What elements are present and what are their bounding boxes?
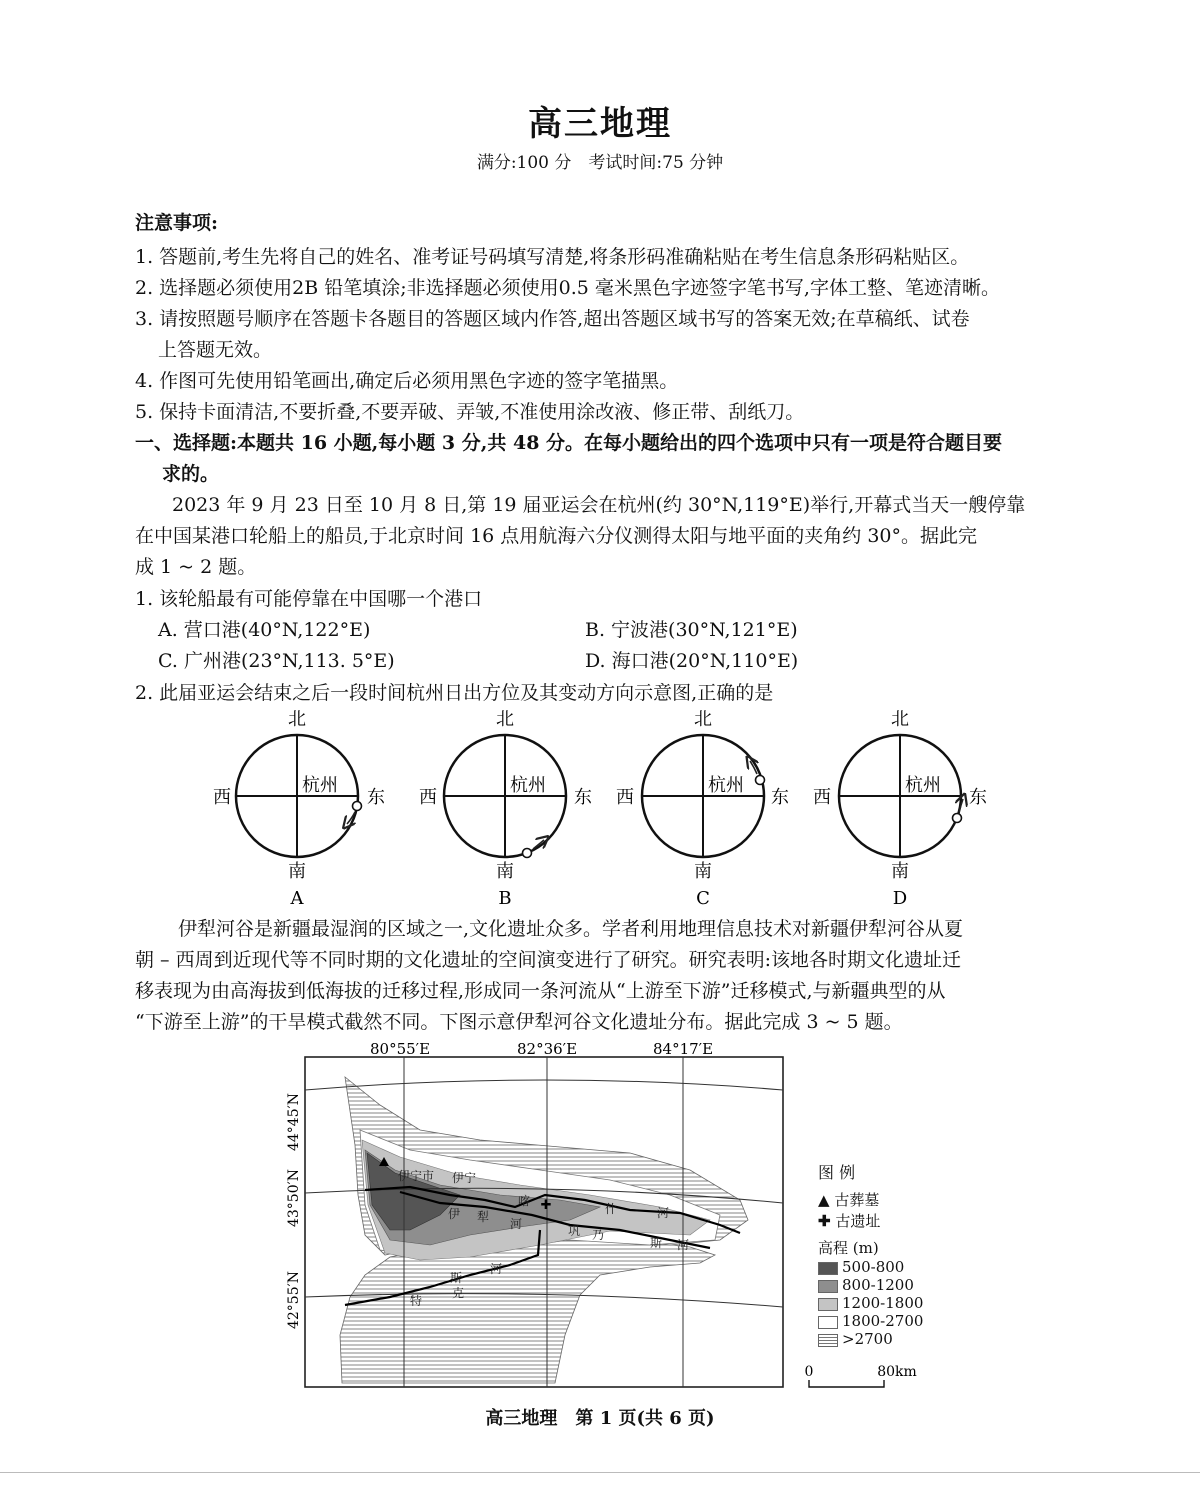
diagram-d[interactable]: [813, 709, 987, 909]
elev-label: >2700: [842, 1330, 893, 1348]
south-label: 南: [288, 861, 306, 882]
site-icon: ✚: [818, 1212, 831, 1230]
notice-item: 1. 答题前,考生先将自己的姓名、准考证号码填写清楚,将条形码准确粘贴在考生信息条形码粘贴区。: [135, 246, 970, 268]
passage2-line: 伊犁河谷是新疆最湿润的区域之一,文化遗址众多。学者利用地理信息技术对新疆伊犁河谷从夏: [178, 918, 964, 940]
legend-elev-title: 高程 (m): [818, 1239, 879, 1257]
west-label: 西: [213, 787, 231, 808]
passage1-line: 在中国某港口轮船上的船员,于北京时间 16 点用航海六分仪测得太阳与地平面的夹角约 30°。据此完: [135, 525, 978, 547]
question-1-stem: 1. 该轮船最有可能停靠在中国哪一个港口: [135, 588, 483, 610]
passage2-line: “下游至上游”的干旱模式截然不同。下图示意伊犁河谷文化遗址分布。据此完成 3 ~ 5 题。: [135, 1011, 903, 1033]
elev-swatch: [818, 1262, 838, 1275]
passage2-line: 移表现为由高海拔到低海拔的迁移过程,形成同一条河流从“上游至下游”迁移模式,与新疆典型的从: [135, 980, 946, 1002]
place-label: 克: [452, 1286, 465, 1300]
hangzhou-label: 杭州: [905, 775, 941, 796]
question-1-option-b[interactable]: B. 宁波港(30°N,121°E): [585, 619, 798, 641]
elev-swatch: [818, 1334, 838, 1347]
place-label: 斯: [450, 1271, 463, 1285]
option-letter: B: [498, 888, 512, 909]
longitude-label: 80°55′E: [369, 1040, 431, 1058]
notice-item: 5. 保持卡面清洁,不要折叠,不要弄破、弄皱,不准使用涂改液、修正带、刮纸刀。: [135, 401, 805, 423]
tomb-icon: ▲: [818, 1191, 830, 1209]
ili-valley-map: [270, 1035, 810, 1395]
legend-site-label: 古遗址: [835, 1212, 881, 1230]
longitude-label: 84°17′E: [652, 1040, 714, 1058]
north-label: 北: [496, 709, 514, 730]
terrain-south-high: [340, 1235, 715, 1383]
north-label: 北: [288, 709, 306, 730]
sunrise-point: [353, 802, 362, 811]
east-label: 东: [969, 787, 987, 808]
notice-item-continuation: 上答题无效。: [158, 339, 273, 361]
place-label: 河: [657, 1206, 670, 1220]
south-label: 南: [891, 861, 909, 882]
scale-zero: 0: [804, 1364, 814, 1380]
page-bottom-rule: [0, 1472, 1200, 1473]
notice-item: 3. 请按照题号顺序在答题卡各题目的答题区域内作答,超出答题区域书写的答案无效;在草稿纸、试卷: [135, 308, 970, 330]
diagram-c[interactable]: [616, 709, 789, 909]
legend-elev-item: [818, 1294, 923, 1312]
place-label: 特: [410, 1294, 423, 1308]
section-heading-continuation: 求的。: [162, 463, 220, 485]
sunrise-point: [953, 814, 962, 823]
place-label: 犁: [477, 1210, 490, 1224]
notice-item: 4. 作图可先使用铅笔画出,确定后必须用黑色字迹的签字笔描黑。: [135, 370, 679, 392]
east-label: 东: [574, 787, 592, 808]
place-label: 什: [605, 1202, 618, 1216]
hangzhou-label: 杭州: [708, 775, 744, 796]
sunrise-point: [523, 849, 532, 858]
elev-swatch: [818, 1316, 838, 1329]
legend-elev-item: [818, 1330, 923, 1348]
option-letter: C: [696, 888, 710, 909]
place-label: 伊宁: [452, 1171, 477, 1185]
hangzhou-label: 杭州: [510, 775, 546, 796]
passage2-line: 朝 – 西周到近现代等不同时期的文化遗址的空间演变进行了研究。研究表明:该地各时期文化遗址迁: [135, 949, 961, 971]
elev-swatch: [818, 1280, 838, 1293]
page-footer: 高三地理 第 1 页(共 6 页): [485, 1408, 715, 1429]
page-title: 高三地理: [528, 104, 672, 144]
option-letter: A: [290, 888, 304, 909]
option-letter: D: [892, 888, 908, 909]
south-label: 南: [496, 861, 514, 882]
south-label: 南: [694, 861, 712, 882]
legend-tomb: [818, 1189, 923, 1210]
map-legend: [818, 1160, 923, 1348]
sunrise-diagrams: [200, 705, 1000, 910]
section-heading: 一、选择题:本题共 16 小题,每小题 3 分,共 48 分。在每小题给出的四个选项中只有一项是符合题目要: [135, 432, 1003, 454]
scale-km: 80km: [877, 1364, 917, 1380]
place-label: 伊宁市: [398, 1169, 435, 1183]
hangzhou-label: 杭州: [302, 775, 338, 796]
place-label: 河: [510, 1217, 523, 1231]
notice-heading: 注意事项:: [135, 212, 219, 234]
passage1-line: 2023 年 9 月 23 日至 10 月 8 日,第 19 届亚运会在杭州(约 30°N,119°E)举行,开幕式当天一艘停靠: [172, 494, 1026, 516]
place-label: 伊: [448, 1207, 461, 1221]
scale-bar: [800, 1360, 930, 1392]
diagram-a[interactable]: [213, 709, 385, 909]
latitude-label: 42°55′N: [286, 1270, 302, 1330]
question-1-option-d[interactable]: D. 海口港(20°N,110°E): [585, 650, 799, 672]
latitude-label: 43°50′N: [286, 1168, 302, 1228]
west-label: 西: [419, 787, 437, 808]
question-1-option-c[interactable]: C. 广州港(23°N,113. 5°E): [158, 650, 395, 672]
elev-label: 1800-2700: [842, 1312, 924, 1330]
place-label: 巩: [568, 1224, 581, 1238]
east-label: 东: [367, 787, 385, 808]
place-label: 乃: [592, 1228, 605, 1242]
legend-tomb-label: 古葬墓: [834, 1191, 880, 1209]
west-label: 西: [813, 787, 831, 808]
longitude-label: 82°36′E: [516, 1040, 578, 1058]
north-label: 北: [694, 709, 712, 730]
exam-info: 满分:100 分 考试时间:75 分钟: [476, 153, 724, 173]
east-label: 东: [771, 787, 789, 808]
ancient-site-marker: ✚: [540, 1198, 552, 1213]
question-1-option-a[interactable]: A. 营口港(40°N,122°E): [158, 619, 371, 641]
question-2-stem: 2. 此届亚运会结束之后一段时间杭州日出方位及其变动方向示意图,正确的是: [135, 682, 774, 704]
elev-label: 1200-1800: [842, 1294, 924, 1312]
elev-label: 800-1200: [842, 1276, 914, 1294]
diagram-b[interactable]: [419, 709, 592, 909]
place-label: 河: [490, 1262, 503, 1276]
place-label: 喀: [518, 1194, 531, 1208]
north-label: 北: [891, 709, 909, 730]
west-label: 西: [616, 787, 634, 808]
passage1-line: 成 1 ~ 2 题。: [135, 556, 257, 578]
place-label: 河: [677, 1238, 690, 1252]
place-label: 斯: [650, 1236, 663, 1250]
legend-title: 图 例: [818, 1163, 856, 1182]
latitude-label: 44°45′N: [286, 1092, 302, 1152]
legend-elev-item: [818, 1312, 923, 1330]
legend-elev-item: [818, 1276, 923, 1294]
elev-label: 500-800: [842, 1258, 905, 1276]
notice-item: 2. 选择题必须使用2B 铅笔填涂;非选择题必须使用0.5 毫米黑色字迹签字笔书写,字体工整、笔迹清晰。: [135, 277, 1000, 299]
elev-swatch: [818, 1298, 838, 1311]
legend-elev-item: [818, 1258, 923, 1276]
legend-site: [818, 1210, 923, 1231]
sunrise-point: [756, 776, 765, 785]
